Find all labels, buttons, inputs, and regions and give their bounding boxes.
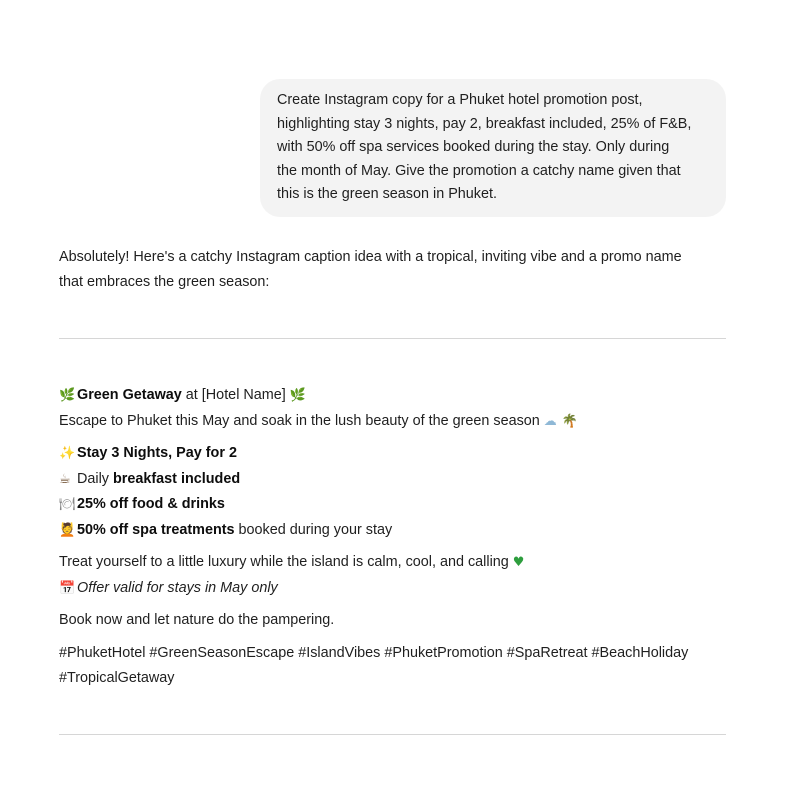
offer-suffix: booked during your stay [234, 522, 393, 538]
offer-bold: breakfast included [112, 471, 241, 487]
treat-line [59, 551, 749, 574]
rain-icon: ☁ [543, 414, 557, 429]
promo-name: Green Getaway [77, 387, 182, 403]
herb-icon: 🌿 [59, 388, 76, 403]
offer-item [59, 442, 749, 465]
offer-item [59, 493, 749, 516]
cta-line: Book now and let nature do the pampering. [59, 612, 335, 628]
sparkles-icon: ✨ [59, 446, 76, 461]
assistant-intro [59, 245, 739, 295]
user-message-line: highlighting stay 3 nights, pay 2, breakfast included, 25% of F&B, [277, 115, 692, 132]
offer-prefix: Daily [77, 471, 113, 487]
promo-tagline-text: Escape to Phuket this May and soak in the lush beauty of the green season [59, 413, 544, 429]
coffee-icon: ☕ [59, 472, 71, 487]
user-message-line: the month of May. Give the promotion a catchy name given that [277, 162, 681, 179]
offer-bold: Stay 3 Nights, Pay for 2 [77, 445, 237, 461]
palm-tree-icon: 🌴 [561, 414, 578, 429]
spa-icon: 💆 [59, 523, 76, 538]
user-message-line: with 50% off spa services booked during the stay. Only during [277, 139, 670, 155]
promo-headline-suffix: at [Hotel Name] [181, 387, 290, 403]
offer-item [59, 519, 749, 542]
calendar-icon: 📅 [59, 581, 76, 596]
herb-icon: 🌿 [289, 388, 306, 403]
user-message-line: Create Instagram copy for a Phuket hotel promotion post, [277, 92, 643, 108]
assistant-intro-line: that embraces the green season: [59, 274, 270, 290]
promo-headline [59, 384, 749, 407]
validity-text: Offer valid for stays in May only [77, 580, 278, 596]
divider-top [59, 338, 726, 339]
user-message-line: this is the green season in Phuket. [277, 186, 497, 202]
assistant-intro-line: Absolutely! Here's a catchy Instagram caption idea with a tropical, inviting vibe and a promo name [59, 249, 682, 265]
plate-icon: 🍽 [59, 497, 76, 512]
green-heart-icon: ♥ [512, 555, 525, 570]
user-message-bubble [260, 79, 726, 217]
hashtags-line: #PhuketHotel #GreenSeasonEscape #IslandVibes #PhuketPromotion #SpaRetreat #BeachHoliday [59, 645, 689, 661]
promo-tagline [59, 410, 749, 433]
offer-bold: 50% off spa treatments [77, 522, 235, 538]
hashtags-line: #TropicalGetaway [59, 670, 175, 686]
offer-item [59, 468, 749, 491]
divider-bottom [59, 734, 726, 735]
treat-line-text: Treat yourself to a little luxury while the island is calm, cool, and calling [59, 554, 513, 570]
validity-line [59, 577, 749, 600]
offer-bold: 25% off food & drinks [77, 496, 225, 512]
